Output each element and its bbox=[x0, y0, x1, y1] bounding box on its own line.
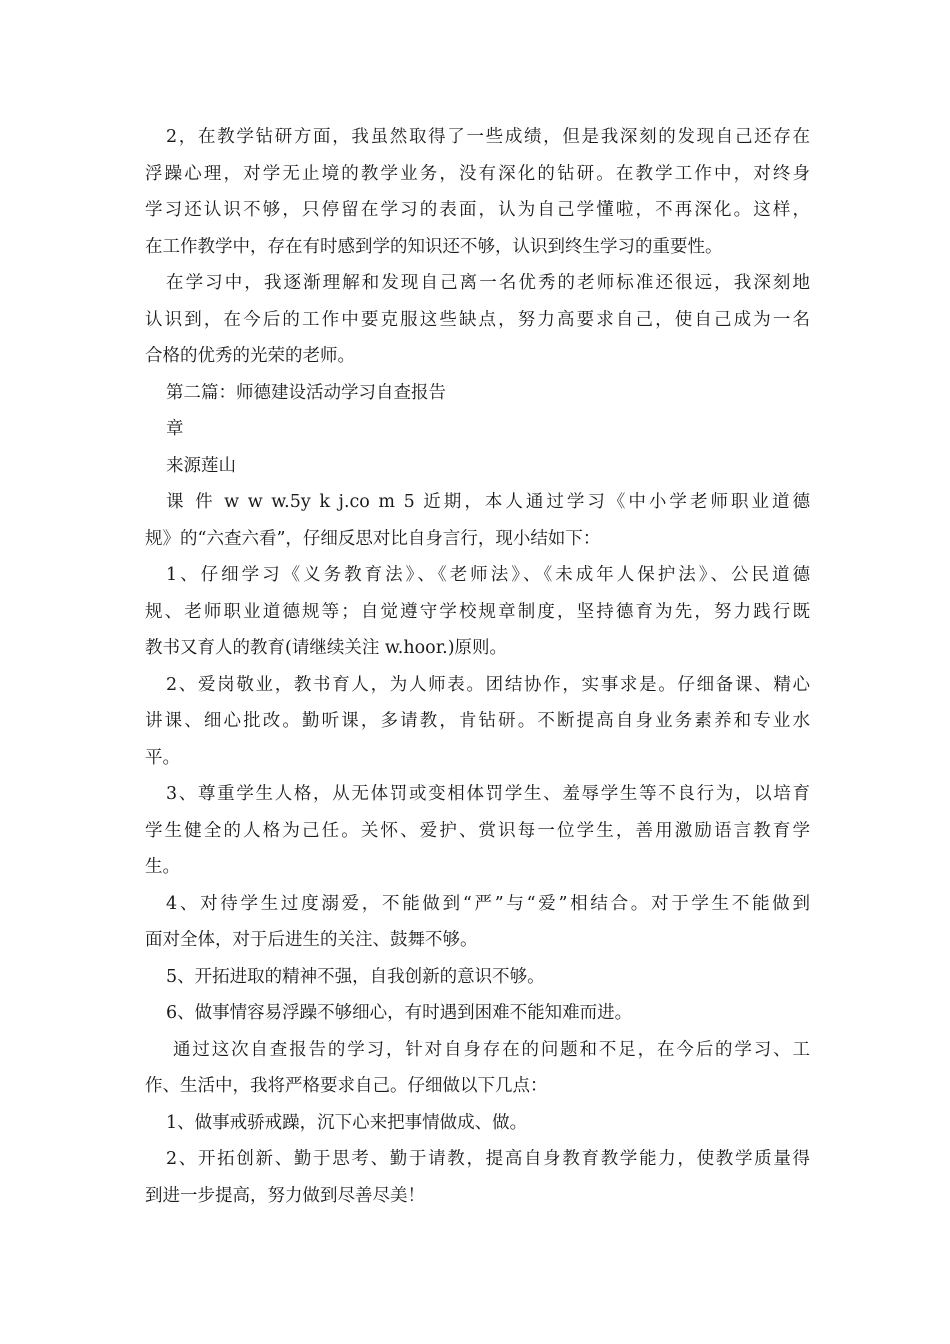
text-line: 4、对待学生过度溺爱，不能做到“严”与“爱”相结合。对于学生不能做到 bbox=[166, 893, 810, 914]
text-line: 3、尊重学生人格，从无体罚或变相体罚学生、羞辱学生等不良行为，以培育 bbox=[166, 784, 810, 804]
text-line: 在学习中，我逐渐理解和发现自己离一名优秀的老师标准还很远，我深刻地 bbox=[166, 273, 810, 293]
text-line: 1、仔细学习《义务教育法》、《老师法》、《未成年人保护法》、公民道德 bbox=[166, 565, 810, 585]
text-line: 规》的“六查六看”，仔细反思对比自身言行，现小结如下： bbox=[145, 528, 601, 549]
text-line: 规、老师职业道德规等；自觉遵守学校规章制度，坚持德育为先，努力践行既 bbox=[145, 601, 810, 622]
text-line: 浮躁心理，对学无止境的教学业务，没有深化的钻研。在教学工作中，对终身 bbox=[145, 163, 810, 184]
text-line: 来源莲山 bbox=[166, 455, 236, 476]
text-line: 合格的优秀的光荣的老师。 bbox=[145, 346, 355, 366]
text-line: 在工作教学中，存在有时感到学的知识还不够，认识到终生学习的重要性。 bbox=[145, 236, 723, 257]
text-line: 6、做事情容易浮躁不够细心，有时遇到困难不能知难而进。 bbox=[166, 1003, 633, 1023]
text-line: 到进一步提高，努力做到尽善尽美！ bbox=[145, 1185, 425, 1206]
text-line: 1、做事戒骄戒躁，沉下心来把事情做成、做。 bbox=[166, 1112, 528, 1133]
text-line: 平。 bbox=[145, 747, 180, 768]
text-line: 面对全体，对于后进生的关注、鼓舞不够。 bbox=[145, 930, 478, 950]
text-line: 章 bbox=[166, 419, 184, 439]
text-line: 作、生活中，我将严格要求自己。仔细做以下几点： bbox=[145, 1076, 548, 1096]
text-line: 2、爱岗敬业，教书育人，为人师表。团结协作，实事求是。仔细备课、精心 bbox=[166, 674, 810, 695]
text-line: 认识到，在今后的工作中要克服这些缺点，努力高要求自己，使自己成为一名 bbox=[145, 309, 810, 330]
text-line: 讲课、细心批改。勤听课，多请教，肯钻研。不断提高自身业务素养和专业水 bbox=[145, 711, 810, 731]
text-line: 教书又育人的教育(请继续关注 w.hoor.)原则。 bbox=[145, 638, 508, 658]
text-line: 2，在教学钻研方面，我虽然取得了一些成绩，但是我深刻的发现自己还存在 bbox=[166, 127, 810, 147]
text-line: 2、开拓创新、勤于思考、勤于请教，提高自身教育教学能力，使教学质量得 bbox=[166, 1149, 810, 1169]
text-line: 5、开拓进取的精神不强，自我创新的意识不够。 bbox=[166, 966, 545, 987]
text-line: 通过这次自查报告的学习，针对自身存在的问题和不足，在今后的学习、工 bbox=[173, 1039, 810, 1060]
text-line: 学生健全的人格为己任。关怀、爱护、赏识每一位学生，善用激励语言教育学 bbox=[145, 820, 810, 841]
document-body bbox=[145, 119, 810, 1214]
text-line: 学习还认识不够，只停留在学习的表面，认为自己学懂啦，不再深化。这样， bbox=[145, 200, 810, 220]
text-line: 生。 bbox=[145, 857, 180, 877]
text-line: 课 件 w w w.5y k j.co m 5 近期，本人通过学习《中小学老师职业道德 bbox=[166, 492, 810, 512]
text-line: 第二篇：师德建设活动学习自查报告 bbox=[166, 382, 446, 403]
